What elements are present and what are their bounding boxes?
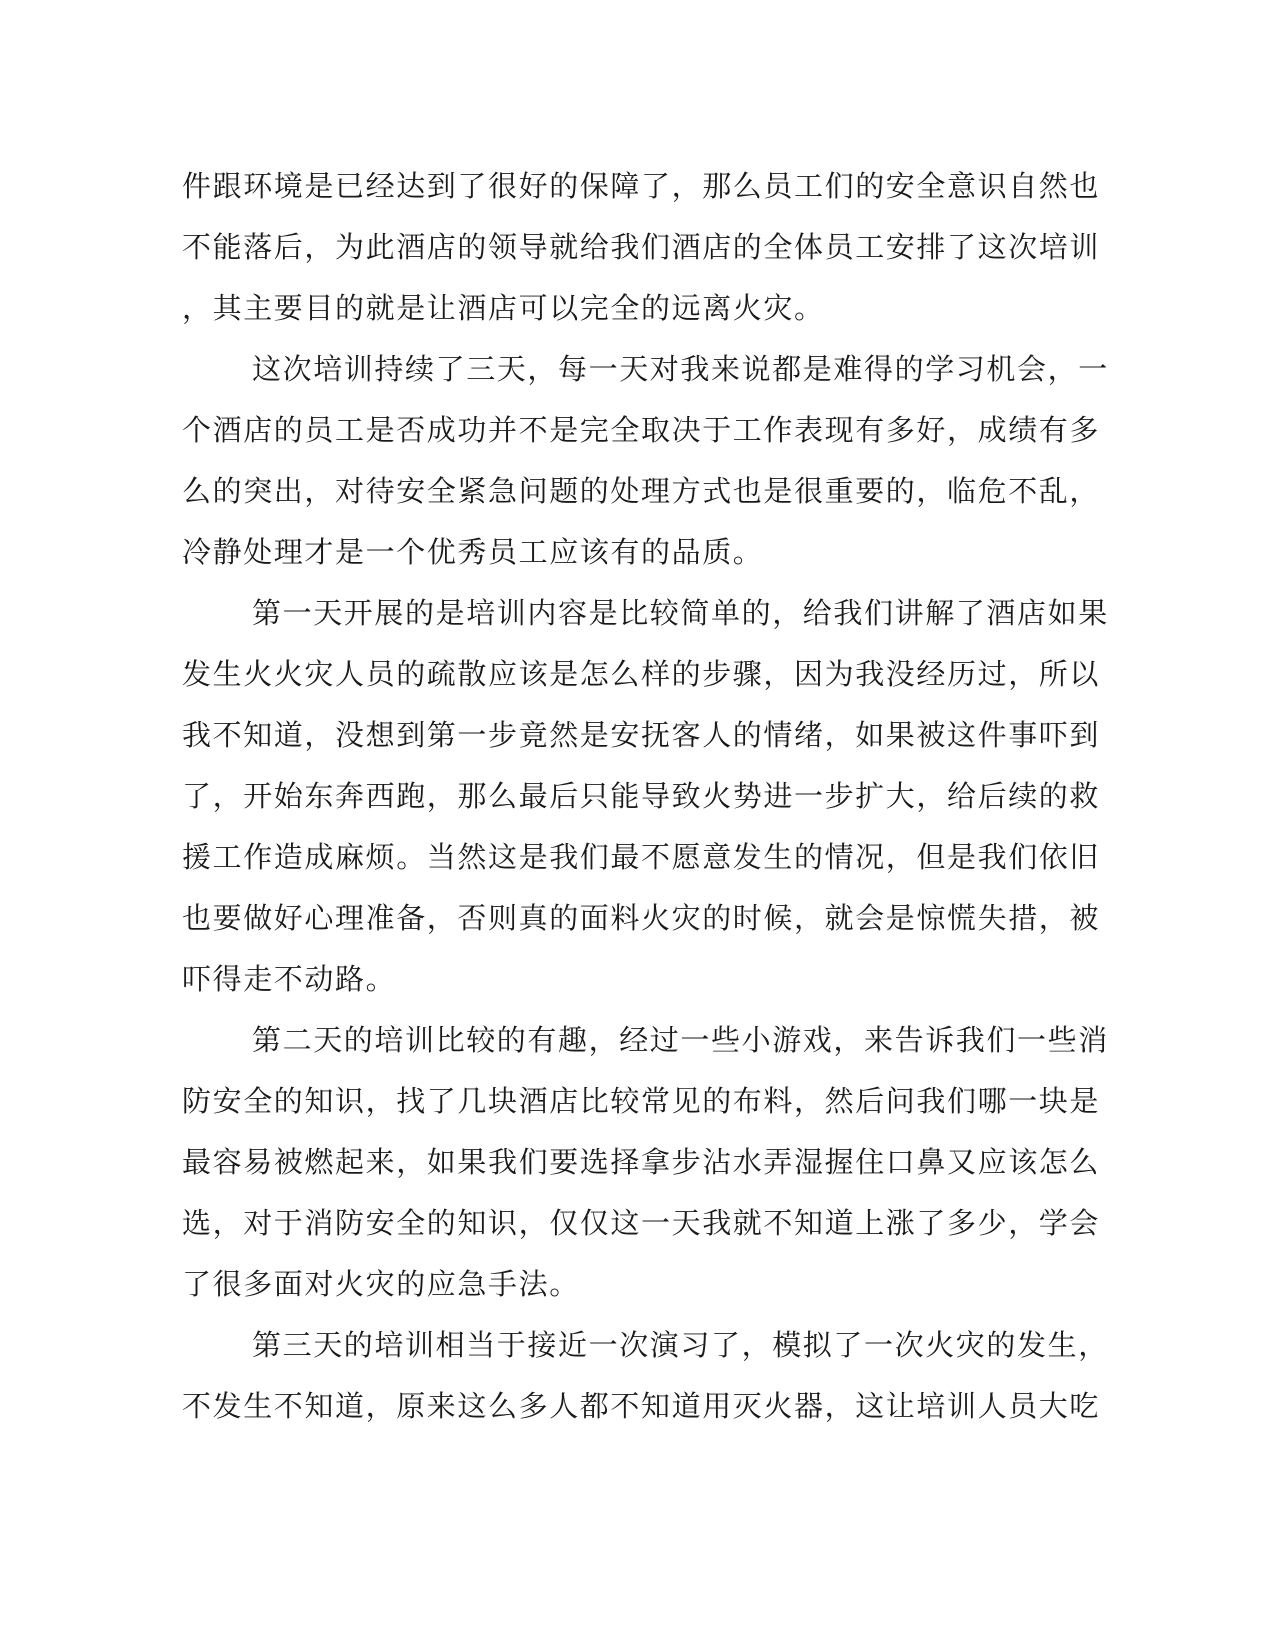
text-line: 了很多面对火灾的应急手法。 [182, 1267, 580, 1301]
text-line: 援工作造成麻烦。当然这是我们最不愿意发生的情况，但是我们依旧 [182, 840, 1101, 874]
text-line: 么的突出，对待安全紧急问题的处理方式也是很重要的，临危不乱， [182, 474, 1101, 508]
text-line: 我不知道，没想到第一步竟然是安抚客人的情绪，如果被这件事吓到 [182, 718, 1101, 752]
text-line: 防安全的知识，找了几块酒店比较常见的布料，然后问我们哪一块是 [182, 1084, 1101, 1118]
paragraph-start-line: 第二天的培训比较的有趣，经过一些小游戏，来告诉我们一些消 [252, 1023, 1109, 1057]
paragraph-start-line: 这次培训持续了三天，每一天对我来说都是难得的学习机会，一 [252, 352, 1109, 386]
text-line: 选，对于消防安全的知识，仅仅这一天我就不知道上涨了多少，学会 [182, 1206, 1101, 1240]
text-line: 了，开始东奔西跑，那么最后只能导致火势进一步扩大，给后续的救 [182, 779, 1101, 813]
text-line: 冷静处理才是一个优秀员工应该有的品质。 [182, 535, 764, 569]
text-line: 件跟环境是已经达到了很好的保障了，那么员工们的安全意识自然也 [182, 169, 1101, 203]
text-line: 最容易被燃起来，如果我们要选择拿步沾水弄湿握住口鼻又应该怎么 [182, 1145, 1101, 1179]
text-line: 不发生不知道，原来这么多人都不知道用灭火器，这让培训人员大吃 [182, 1389, 1101, 1423]
paragraph-start-line: 第三天的培训相当于接近一次演习了，模拟了一次火灾的发生， [252, 1328, 1109, 1362]
text-line: 发生火火灾人员的疏散应该是怎么样的步骤，因为我没经历过，所以 [182, 657, 1101, 691]
text-line: 不能落后，为此酒店的领导就给我们酒店的全体员工安排了这次培训 [182, 230, 1101, 264]
text-line: 个酒店的员工是否成功并不是完全取决于工作表现有多好，成绩有多 [182, 413, 1101, 447]
text-line: 也要做好心理准备，否则真的面料火灾的时候，就会是惊慌失措，被 [182, 901, 1101, 935]
paragraph-start-line: 第一天开展的是培训内容是比较简单的，给我们讲解了酒店如果 [252, 596, 1109, 630]
text-line: ，其主要目的就是让酒店可以完全的远离火灾。 [182, 291, 825, 325]
document-body [182, 156, 1109, 1437]
text-line: 吓得走不动路。 [182, 962, 397, 996]
